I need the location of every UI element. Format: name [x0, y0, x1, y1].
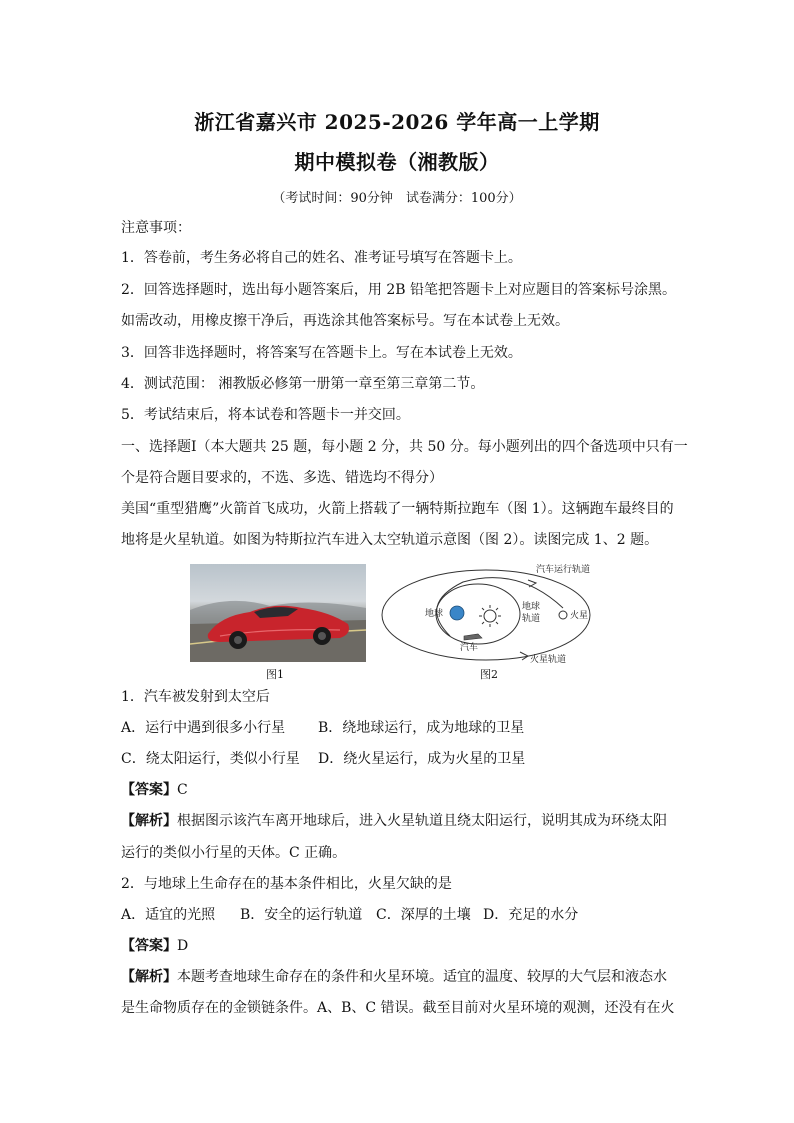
note-item-5: 5．考试结束后，将本试卷和答题卡一并交回。	[121, 407, 410, 423]
label-car-orbit: 汽车运行轨道	[536, 565, 591, 575]
q2-analysis-line2: 是生命物质存在的金锁链条件。A、B、C 错误。截至目前对火星环境的观测，还没有在火	[121, 1000, 675, 1016]
label-earth-orbit-2: 轨道	[522, 614, 541, 624]
q1-option-d: D．绕火星运行，成为火星的卫星	[318, 751, 526, 767]
exam-subtitle: （考试时间：90分钟 试卷满分：100分）	[272, 191, 522, 206]
car-icon	[464, 634, 482, 640]
q1-analysis-tag: 【解析】	[121, 813, 177, 829]
section-heading-line2: 个是符合题目要求的，不选、多选、错选均不得分）	[121, 470, 443, 486]
q1-analysis-line2: 运行的类似小行星的天体。C 正确。	[121, 845, 347, 861]
q1-answer	[121, 780, 188, 800]
mars-icon	[559, 611, 567, 619]
question-stem-line1: 美国“重型猎鹰”火箭首飞成功，火箭上搭载了一辆特斯拉跑车（图 1）。这辆跑车最终目的	[121, 501, 674, 517]
question-stem-line2: 地将是火星轨道。如图为特斯拉汽车进入太空轨道示意图（图 2）。读图完成 1、2 题。	[121, 532, 659, 548]
note-item-4: 4．测试范围： 湘教版必修第一册第一章至第三章第二节。	[121, 376, 485, 392]
q2-analysis-line1	[121, 967, 667, 987]
section-heading-line1: 一、选择题Ⅰ（本大题共 25 题，每小题 2 分，共 50 分。每小题列出的四个备选项中只有一	[121, 439, 688, 455]
q2-answer-value: D	[177, 938, 189, 954]
q2-analysis-text1: 本题考查地球生命存在的条件和火星环境。适宜的温度、较厚的大气层和液态水	[177, 969, 667, 985]
notes-heading: 注意事项：	[121, 220, 191, 236]
earth-icon	[450, 606, 464, 620]
exam-title-line1: 浙江省嘉兴市 2025-2026 学年高一上学期	[194, 110, 600, 134]
note-item-3: 3．回答非选择题时，将答案写在答题卡上。写在本试卷上无效。	[121, 345, 522, 361]
q2-option-d: D．充足的水分	[483, 907, 579, 923]
q2-stem: 2．与地球上生命存在的基本条件相比，火星欠缺的是	[121, 876, 452, 892]
tesla-car-photo	[190, 564, 366, 662]
label-earth-orbit-1: 地球	[522, 602, 541, 612]
figure-row	[190, 564, 620, 684]
note-item-1: 1．答卷前，考生务必将自己的姓名、准考证号填写在答题卡上。	[121, 250, 522, 266]
note-item-2: 2．回答选择题时，选出每小题答案后，用 2B 铅笔把答题卡上对应题目的答案标号涂黑。	[121, 282, 677, 298]
q2-option-b: B．安全的运行轨道	[240, 907, 363, 923]
q1-analysis-text1: 根据图示该汽车离开地球后，进入火星轨道且绕太阳运行，说明其成为环绕太阳	[177, 813, 667, 829]
q2-analysis-tag: 【解析】	[121, 969, 177, 985]
orbit-diagram	[378, 564, 618, 664]
q1-answer-value: C	[177, 782, 188, 798]
label-mars-orbit: 火星轨道	[530, 655, 567, 664]
q1-option-c: C．绕太阳运行，类似小行星	[121, 751, 300, 767]
sun-icon	[479, 605, 501, 627]
q2-answer-tag: 【答案】	[121, 938, 177, 954]
figure2-caption: 图2	[480, 668, 498, 681]
q1-option-b: B．绕地球运行，成为地球的卫星	[318, 720, 525, 736]
note-item-2-cont: 如需改动，用橡皮擦干净后，再选涂其他答案标号。写在本试卷上无效。	[121, 313, 569, 329]
q2-option-c: C．深厚的土壤	[376, 907, 471, 923]
car-illustration	[190, 564, 366, 662]
q1-answer-tag: 【答案】	[121, 782, 177, 798]
label-earth: 地球	[425, 609, 444, 619]
exam-title-line2: 期中模拟卷（湘教版）	[294, 150, 500, 174]
q1-stem: 1．汽车被发射到太空后	[121, 689, 270, 705]
label-car: 汽车	[460, 643, 479, 653]
q2-option-a: A．适宜的光照	[121, 907, 216, 923]
mars-orbit-arrow	[520, 652, 528, 660]
label-mars: 火星	[570, 611, 589, 621]
figure1-caption: 图1	[266, 668, 284, 681]
q1-option-a: A．运行中遇到很多小行星	[121, 720, 286, 736]
q1-analysis-line1	[121, 811, 667, 831]
q2-answer	[121, 936, 188, 956]
